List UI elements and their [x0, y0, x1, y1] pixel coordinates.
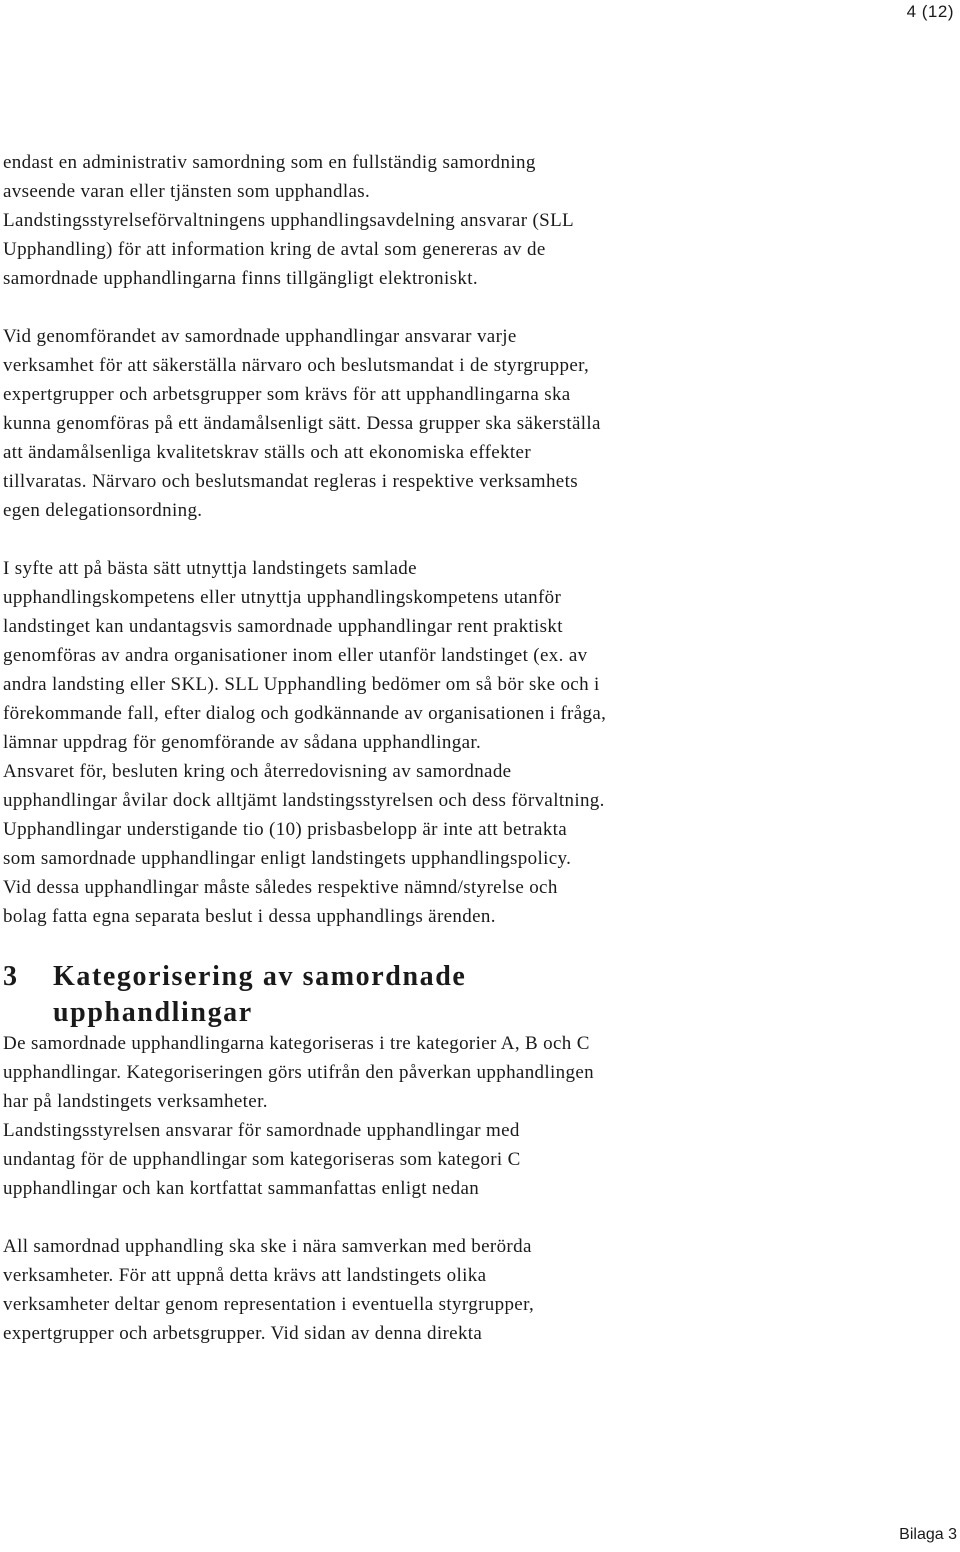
text-line: undantag för de upphandlingar som kategoriseras som kategori C [3, 1149, 521, 1170]
section-title: Kategorisering av samordnade [53, 961, 467, 992]
paragraph-gap [3, 293, 948, 322]
text-line: I syfte att på bästa sätt utnyttja landstingets samlade [3, 558, 417, 579]
text-line: egen delegationsordning. [3, 500, 203, 521]
section-heading-line-1 [3, 959, 948, 995]
text-line: upphandlingar åvilar dock alltjämt landstingsstyrelsen och dess förvaltning. [3, 790, 605, 811]
text-line: att ändamålsenliga kvalitetskrav ställs och att ekonomiska effekter [3, 442, 532, 463]
text-line: upphandlingar och kan kortfattat sammanfattas enligt nedan [3, 1178, 480, 1199]
paragraph-gap [3, 931, 948, 955]
text-line: Landstingsstyrelseförvaltningens upphandlingsavdelning ansvarar (SLL [3, 210, 574, 231]
page-number: 4 (12) [906, 2, 954, 21]
section-number: 3 [3, 961, 19, 992]
paragraph-categorization [3, 1029, 948, 1203]
text-line: expertgrupper och arbetsgrupper. Vid sidan av denna direkta [3, 1323, 483, 1344]
text-line: verksamhet för att säkerställa närvaro och beslutsmandat i de styrgrupper, [3, 355, 590, 376]
text-line: samordnade upphandlingarna finns tillgängligt elektroniskt. [3, 268, 478, 289]
paragraph-collaboration [3, 1232, 948, 1348]
text-line: expertgrupper och arbetsgrupper som krävs för att upphandlingarna ska [3, 384, 571, 405]
text-line: endast en administrativ samordning som en fullständig samordning [3, 152, 536, 173]
text-line: andra landsting eller SKL). SLL Upphandling bedömer om så bör ske och i [3, 674, 600, 695]
paragraph-implementation [3, 322, 948, 525]
text-line: Vid dessa upphandlingar måste således respektive nämnd/styrelse och [3, 877, 558, 898]
text-line: Ansvaret för, besluten kring och återredovisning av samordnade [3, 761, 512, 782]
text-line: All samordnad upphandling ska ske i nära samverkan med berörda [3, 1236, 532, 1257]
paragraph-gap [3, 525, 948, 554]
text-line: Upphandlingar understigande tio (10) prisbasbelopp är inte att betrakta [3, 819, 568, 840]
document-body [3, 148, 948, 1348]
text-line: bolag fatta egna separata beslut i dessa upphandlings ärenden. [3, 906, 496, 927]
text-line: Vid genomförandet av samordnade upphandlingar ansvarar varje [3, 326, 517, 347]
section-heading-line-2 [3, 995, 948, 1031]
text-line: lämnar uppdrag för genomförande av sådana upphandlingar. [3, 732, 482, 753]
text-line: förekommande fall, efter dialog och godkännande av organisationen i fråga, [3, 703, 607, 724]
section-heading [3, 959, 948, 1031]
text-line: landstinget kan undantagsvis samordnade upphandlingar rent praktiskt [3, 616, 563, 637]
paragraph-purpose [3, 554, 948, 931]
text-line: kunna genomföras på ett ändamålsenligt sätt. Dessa grupper ska säkerställa [3, 413, 601, 434]
text-line: genomföras av andra organisationer inom eller utanför landstinget (ex. av [3, 645, 588, 666]
text-line: Upphandling) för att information kring de avtal som genereras av de [3, 239, 546, 260]
paragraph-coordination-info [3, 148, 948, 293]
text-line: De samordnade upphandlingarna kategoriseras i tre kategorier A, B och C [3, 1033, 590, 1054]
text-line: Landstingsstyrelsen ansvarar för samordnade upphandlingar med [3, 1120, 520, 1141]
text-line: upphandlingar. Kategoriseringen görs utifrån den påverkan upphandlingen [3, 1062, 594, 1083]
text-line: verksamheter deltar genom representation i eventuella styrgrupper, [3, 1294, 535, 1315]
text-line: som samordnade upphandlingar enligt landstingets upphandlingspolicy. [3, 848, 572, 869]
text-line: har på landstingets verksamheter. [3, 1091, 268, 1112]
text-line: upphandlingskompetens eller utnyttja upphandlingskompetens utanför [3, 587, 562, 608]
text-line: avseende varan eller tjänsten som upphandlas. [3, 181, 371, 202]
text-line: verksamheter. För att uppnå detta krävs att landstingets olika [3, 1265, 487, 1286]
section-title-continued: upphandlingar [53, 997, 253, 1028]
text-line: tillvaratas. Närvaro och beslutsmandat regleras i respektive verksamhets [3, 471, 578, 492]
appendix-label: Bilaga 3 [899, 1526, 957, 1543]
paragraph-gap [3, 1203, 948, 1232]
